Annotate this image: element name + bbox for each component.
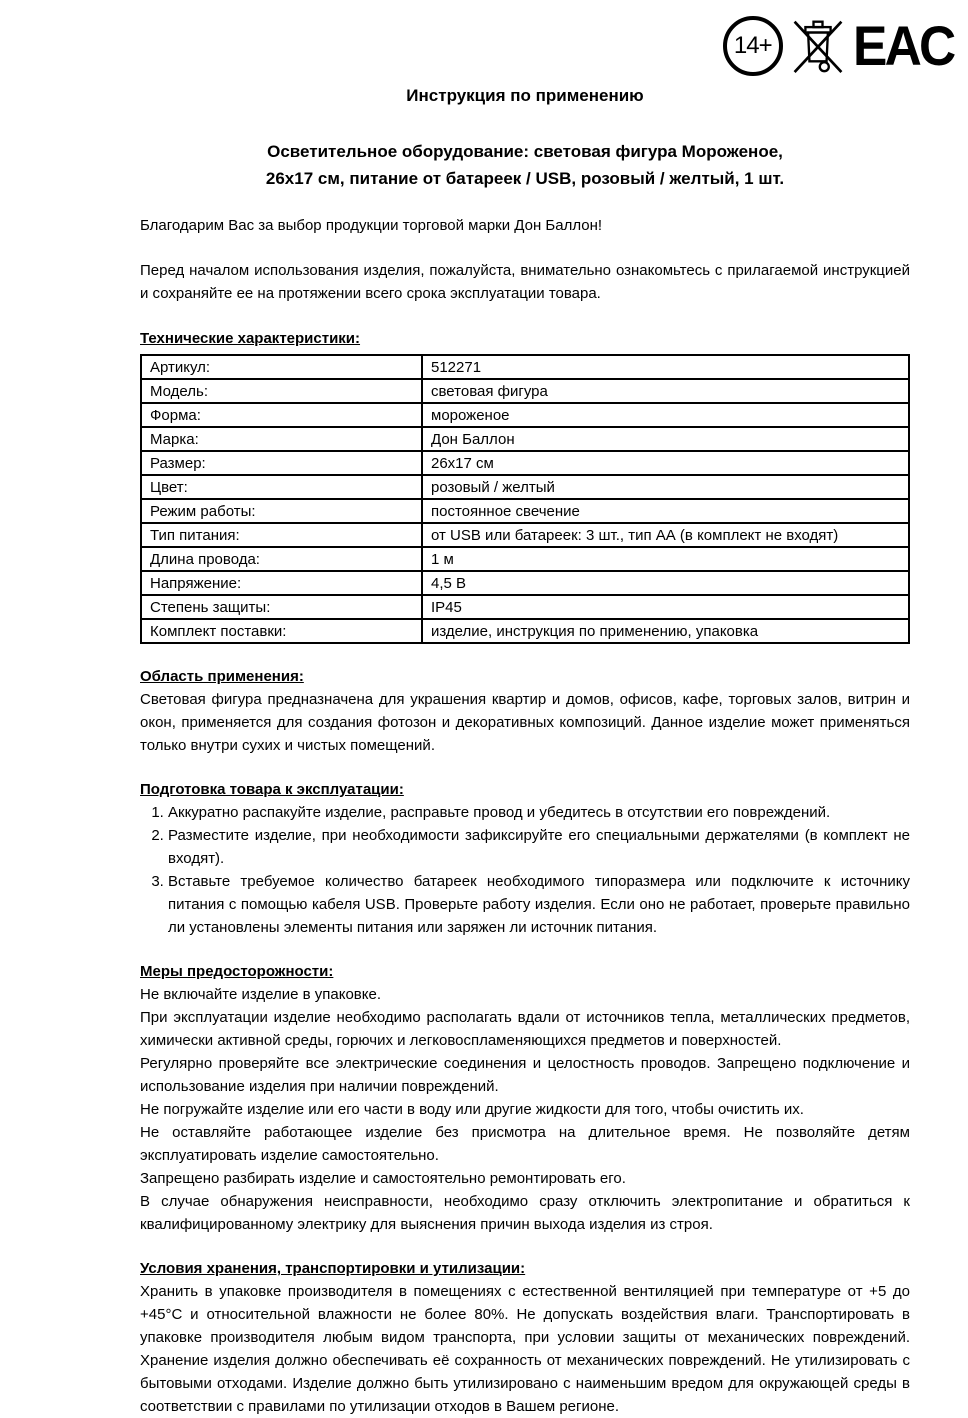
storage-heading: Условия хранения, транспортировки и утилизации: (140, 1260, 526, 1277)
spec-value: мороженое (422, 403, 909, 427)
product-name-line1: Осветительное оборудование: световая фигура Мороженое, (267, 142, 783, 161)
certification-marks (723, 14, 962, 78)
section-precautions (140, 960, 910, 1236)
spec-value: от USB или батареек: 3 шт., тип АА (в комплект не входят) (422, 523, 909, 547)
section-application-area (140, 665, 910, 757)
preparation-steps-list (140, 801, 910, 939)
spec-value: постоянное свечение (422, 499, 909, 523)
spec-value: розовый / желтый (422, 475, 909, 499)
spec-label: Цвет: (141, 475, 422, 499)
age-rating-14plus-icon (723, 16, 783, 76)
list-item: 3. Вставьте требуемое количество батареек необходимого типоразмера или подключите к источнику питания с помощью кабеля USB. Проверьте работу изделия. Если оно не работает, проверьте правильно ли установлены элементы питания или заряжен ли источник питания. (168, 870, 910, 939)
table-row (141, 595, 909, 619)
technical-specs-table (140, 354, 910, 644)
preparation-heading: Подготовка товара к эксплуатации: (140, 781, 404, 798)
spec-label: Степень защиты: (141, 595, 422, 619)
precautions-heading: Меры предосторожности: (140, 963, 334, 980)
intro-readme-paragraph: Перед началом использования изделия, пожалуйста, внимательно ознакомьтесь с прилагаемой инструкцией и сохраняйте ее на протяжении всего срока эксплуатации товара. (140, 262, 910, 302)
age-rating-label: 14+ (733, 32, 772, 59)
table-row (141, 571, 909, 595)
precaution-paragraph: В случае обнаружения неисправности, необходимо сразу отключить электропитание и обратиться к квалифицированному электрику для выяснения причин выхода изделия из строя. (140, 1193, 910, 1233)
precaution-paragraph: При эксплуатации изделие необходимо располагать вдали от источников тепла, металлических предметов, химически активной среды, горючих и легковоспламеняющихся предметов и поверхностей. (140, 1009, 910, 1049)
section-storage-transport-disposal (140, 1257, 910, 1418)
eac-conformity-mark: EAC (852, 14, 954, 77)
section-preparation (140, 778, 910, 939)
spec-label: Режим работы: (141, 499, 422, 523)
table-row (141, 547, 909, 571)
table-row (141, 523, 909, 547)
spec-label: Артикул: (141, 355, 422, 379)
spec-value: изделие, инструкция по применению, упаковка (422, 619, 909, 643)
technical-specs-heading: Технические характеристики: (140, 330, 361, 347)
spec-label: Длина провода: (141, 547, 422, 571)
precaution-paragraph: Запрещено разбирать изделие и самостоятельно ремонтировать его. (140, 1170, 626, 1187)
intro-thanks-paragraph: Благодарим Вас за выбор продукции торговой марки Дон Баллон! (140, 217, 603, 234)
table-row (141, 403, 909, 427)
precaution-paragraph: Не оставляйте работающее изделие без присмотра на длительное время. Не позволяйте детям эксплуатировать изделие самостоятельно. (140, 1124, 910, 1164)
list-item: 2. Разместите изделие, при необходимости зафиксируйте его специальными держателями (в комплект не входят). (168, 824, 910, 870)
spec-label: Комплект поставки: (141, 619, 422, 643)
application-area-paragraph: Световая фигура предназначена для украшения квартир и домов, офисов, кафе, торговых залов, витрин и окон, применяется для создания фотозон и декоративных композиций. Данное изделие может применяться только внутри сухих и чистых помещений. (140, 691, 910, 754)
precaution-paragraph: Не включайте изделие в упаковке. (140, 986, 382, 1003)
spec-label: Размер: (141, 451, 422, 475)
product-name-line2: 26х17 см, питание от батареек / USB, розовый / желтый, 1 шт. (265, 169, 785, 188)
table-row (141, 355, 909, 379)
precaution-paragraph: Регулярно проверяйте все электрические соединения и целостность проводов. Запрещено подключение и использование изделия при наличии повреждений. (140, 1055, 910, 1095)
spec-value: 26х17 см (422, 451, 909, 475)
spec-value: 1 м (422, 547, 909, 571)
weee-crossed-bin-icon (791, 14, 845, 78)
storage-paragraph: Хранить в упаковке производителя в помещениях с естественной вентиляцией при температуре от +5 до +45°С и относительной влажности не более 80%. Не допускать воздействия влаги. Транспортировать в упаковке производителя любым видом транспорта, при условии защиты от механических повреждений. Хранение изделия должно обеспечивать её сохранность от механических повреждений. Не утилизировать с бытовыми отходами. Изделие должно быть утилизировано с наименьшим вредом для окружающей среды в соответствии с правилами по утилизации отходов в Вашем регионе. (140, 1283, 910, 1415)
precaution-paragraph: Не погружайте изделие или его части в воду или другие жидкости для того, чтобы очистить их. (140, 1101, 804, 1118)
application-area-heading: Область применения: (140, 668, 304, 685)
spec-label: Марка: (141, 427, 422, 451)
table-row (141, 451, 909, 475)
table-row (141, 619, 909, 643)
spec-value: 4,5 В (422, 571, 909, 595)
spec-label: Напряжение: (141, 571, 422, 595)
page-title: Инструкция по применению (406, 86, 644, 105)
section-technical-specs (140, 327, 910, 644)
spec-value: Дон Баллон (422, 427, 909, 451)
table-row (141, 475, 909, 499)
table-row (141, 499, 909, 523)
table-row (141, 379, 909, 403)
spec-label: Модель: (141, 379, 422, 403)
spec-label: Тип питания: (141, 523, 422, 547)
list-item: 1. Аккуратно распакуйте изделие, расправьте провод и убедитесь в отсутствии его повреждений. (168, 801, 910, 824)
spec-label: Форма: (141, 403, 422, 427)
product-name-heading (140, 138, 910, 192)
table-row (141, 427, 909, 451)
spec-value: 512271 (422, 355, 909, 379)
spec-value: световая фигура (422, 379, 909, 403)
spec-value: IP45 (422, 595, 909, 619)
